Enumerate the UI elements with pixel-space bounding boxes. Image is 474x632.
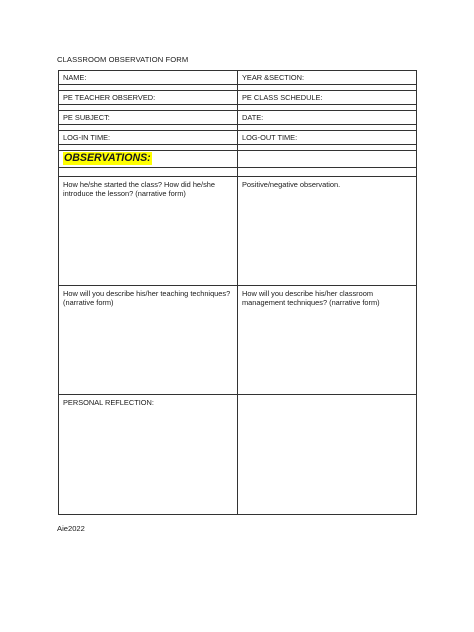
observations-heading-right-cell (238, 151, 417, 168)
login-time-field-label: LOG-IN TIME: (59, 131, 238, 145)
row-techniques (59, 286, 417, 395)
observations-heading: OBSERVATIONS: (64, 152, 151, 164)
personal-reflection-label: PERSONAL REFLECTION: (59, 395, 238, 515)
lesson-intro-question: How he/she started the class? How did he/she introduce the lesson? (narrative form) (59, 177, 238, 286)
logout-time-field-label: LOG-OUT TIME: (238, 131, 417, 145)
row-reflection (59, 395, 417, 515)
observations-spacer-right (238, 168, 417, 177)
name-field-label: NAME: (59, 71, 238, 85)
row-name (59, 71, 417, 85)
row-observations-spacer (59, 168, 417, 177)
positive-negative-question: Positive/negative observation. (238, 177, 417, 286)
row-time (59, 131, 417, 145)
footer-note: Aie2022 (57, 524, 85, 533)
row-subject (59, 111, 417, 125)
subject-field-label: PE SUBJECT: (59, 111, 238, 125)
observations-spacer-left (59, 168, 238, 177)
classroom-management-question: How will you describe his/her classroom management techniques? (narrative form) (238, 286, 417, 395)
observation-form-table (58, 70, 417, 515)
year-section-field-label: YEAR &SECTION: (238, 71, 417, 85)
row-teacher (59, 91, 417, 105)
personal-reflection-right-cell (238, 395, 417, 515)
row-observations-heading (59, 151, 417, 168)
teaching-techniques-question: How will you describe his/her teaching techniques? (narrative form) (59, 286, 238, 395)
date-field-label: DATE: (238, 111, 417, 125)
row-lesson-intro (59, 177, 417, 286)
class-schedule-field-label: PE CLASS SCHEDULE: (238, 91, 417, 105)
teacher-observed-field-label: PE TEACHER OBSERVED: (59, 91, 238, 105)
form-title: CLASSROOM OBSERVATION FORM (57, 55, 189, 64)
observations-heading-cell (59, 151, 238, 168)
